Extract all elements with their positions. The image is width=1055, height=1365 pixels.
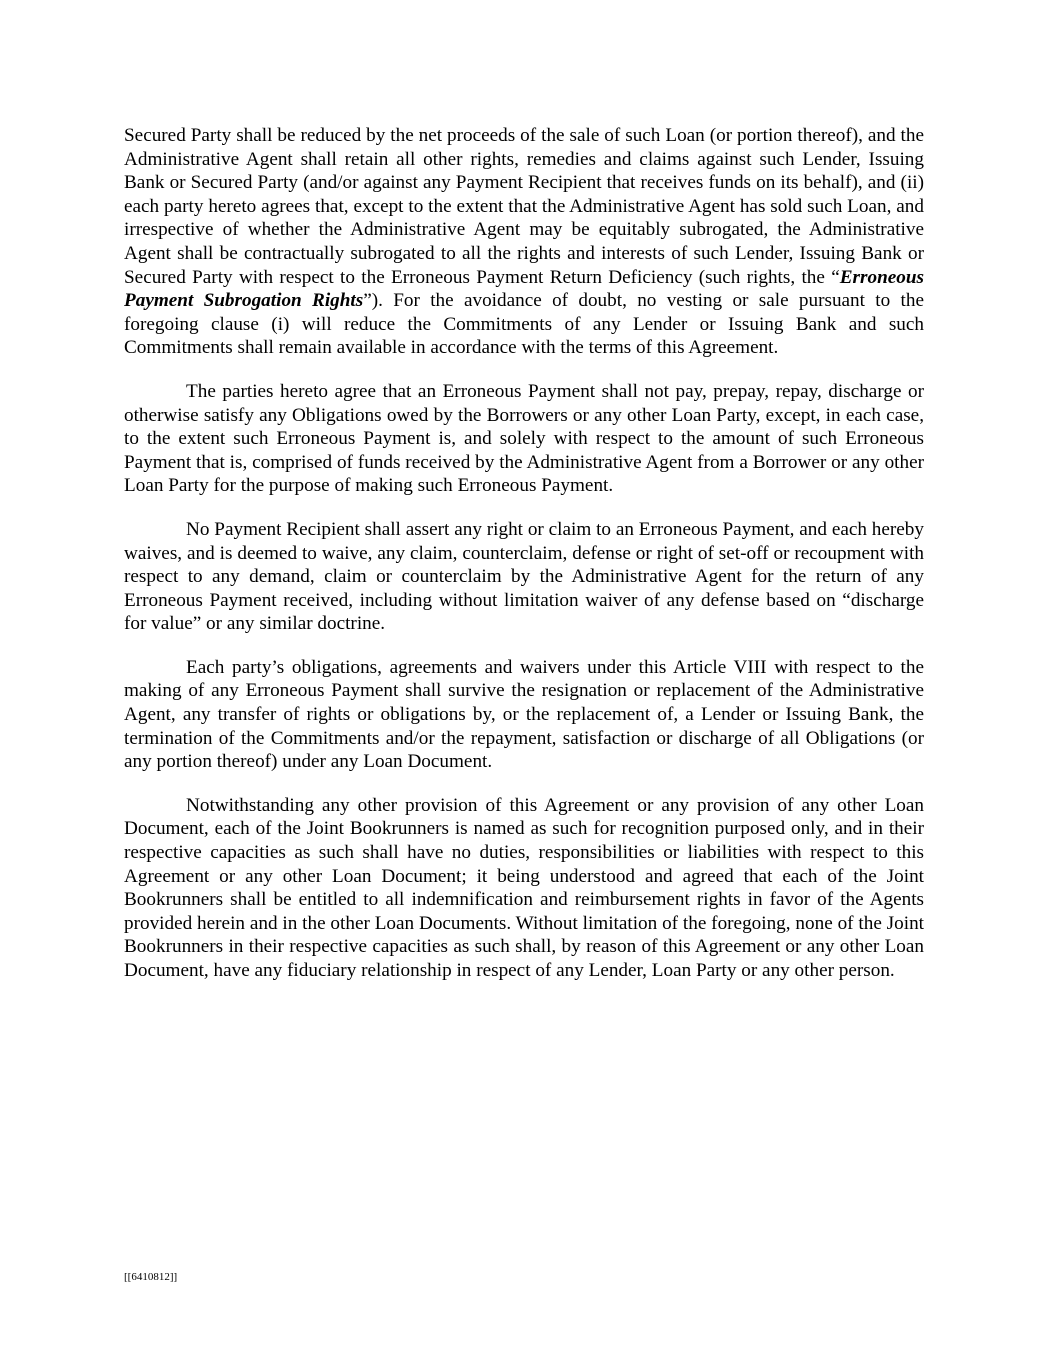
paragraph-no-satisfaction-of-obligations bbox=[124, 380, 924, 498]
paragraph-text: No Payment Recipient shall assert any right or claim to an Erroneous Payment, and each hereby waives, and is deemed to waive, any claim, counterclaim, defense or right of set-off or recoupment with respect to any demand, claim or counterclaim by the Administrative Agent for the return of any Erroneous Payment received, including without limitation waiver of any defense based on “discharge for value” or any similar doctrine. bbox=[124, 518, 924, 635]
paragraph-joint-bookrunners bbox=[124, 794, 924, 983]
paragraph-survival bbox=[124, 656, 924, 774]
paragraph-text: Each party’s obligations, agreements and waivers under this Article VIII with respect to the making of any Erroneous Payment shall survive the resignation or replacement of the Administrative Agent, any transfer of rights or obligations by, or the replacement of, a Lender or Issuing Bank, the termination of the Commitments and/or the repayment, satisfaction or discharge of all Obligations (or any portion thereof) under any Loan Document. bbox=[124, 656, 924, 773]
document-id-footer: [[6410812]] bbox=[124, 1271, 178, 1283]
paragraph-text: The parties hereto agree that an Erroneous Payment shall not pay, prepay, repay, discharge or otherwise satisfy any Obligations owed by the Borrowers or any other Loan Party, except, in each case, to the extent such Erroneous Payment is, and solely with respect to the amount of such Erroneous Payment that is, comprised of funds received by the Administrative Agent from a Borrower or any other Loan Party for the purpose of making such Erroneous Payment. bbox=[124, 380, 924, 497]
paragraph-text: Notwithstanding any other provision of this Agreement or any provision of any other Loan Document, each of the Joint Bookrunners is named as such for recognition purposed only, and in their respective capacities as such shall have no duties, responsibilities or liabilities with respect to this Agreement or any other Loan Document; it being understood and agreed that each of the Joint Bookrunners shall be entitled to all indemnification and reimbursement rights in favor of the Agents provided herein and in the other Loan Documents. Without limitation of the foregoing, none of the Joint Bookrunners in their respective capacities as such shall, by reason of this Agreement or any other Loan Document, have any fiduciary relationship in respect of any Lender, Loan Party or any other person. bbox=[124, 794, 924, 981]
document-body bbox=[124, 124, 924, 1003]
paragraph-waiver-of-claims bbox=[124, 518, 924, 636]
paragraph-erroneous-payment-subrogation bbox=[124, 124, 924, 360]
paragraph-text: Secured Party shall be reduced by the net proceeds of the sale of such Loan (or portion thereof), and the Administrative Agent shall retain all other rights, remedies and claims against such Lender, Issuing Bank or Secured Party (and/or against any Payment Recipient that receives funds on its behalf), and (ii) each party hereto agrees that, except to the extent that the Administrative Agent has sold such Loan, and irrespective of whether the Administrative Agent may be equitably subrogated, the Administrative Agent shall be contractually subrogated to all the rights and interests of such Lender, Issuing Bank or Secured Party with respect to the Erroneous Payment Return Deficiency (such rights, the “ bbox=[124, 125, 924, 288]
defined-term-erroneous-payment-subrogation-rights: Erroneous Payment Subrogation Rights bbox=[124, 266, 924, 312]
paragraph-text: ”). For the avoidance of doubt, no vesting or sale pursuant to the foregoing clause (i) will reduce the Commitments of any Lender or Issuing Bank and such Commitments shall remain available in accordance with the terms of this Agreement. bbox=[124, 290, 924, 359]
